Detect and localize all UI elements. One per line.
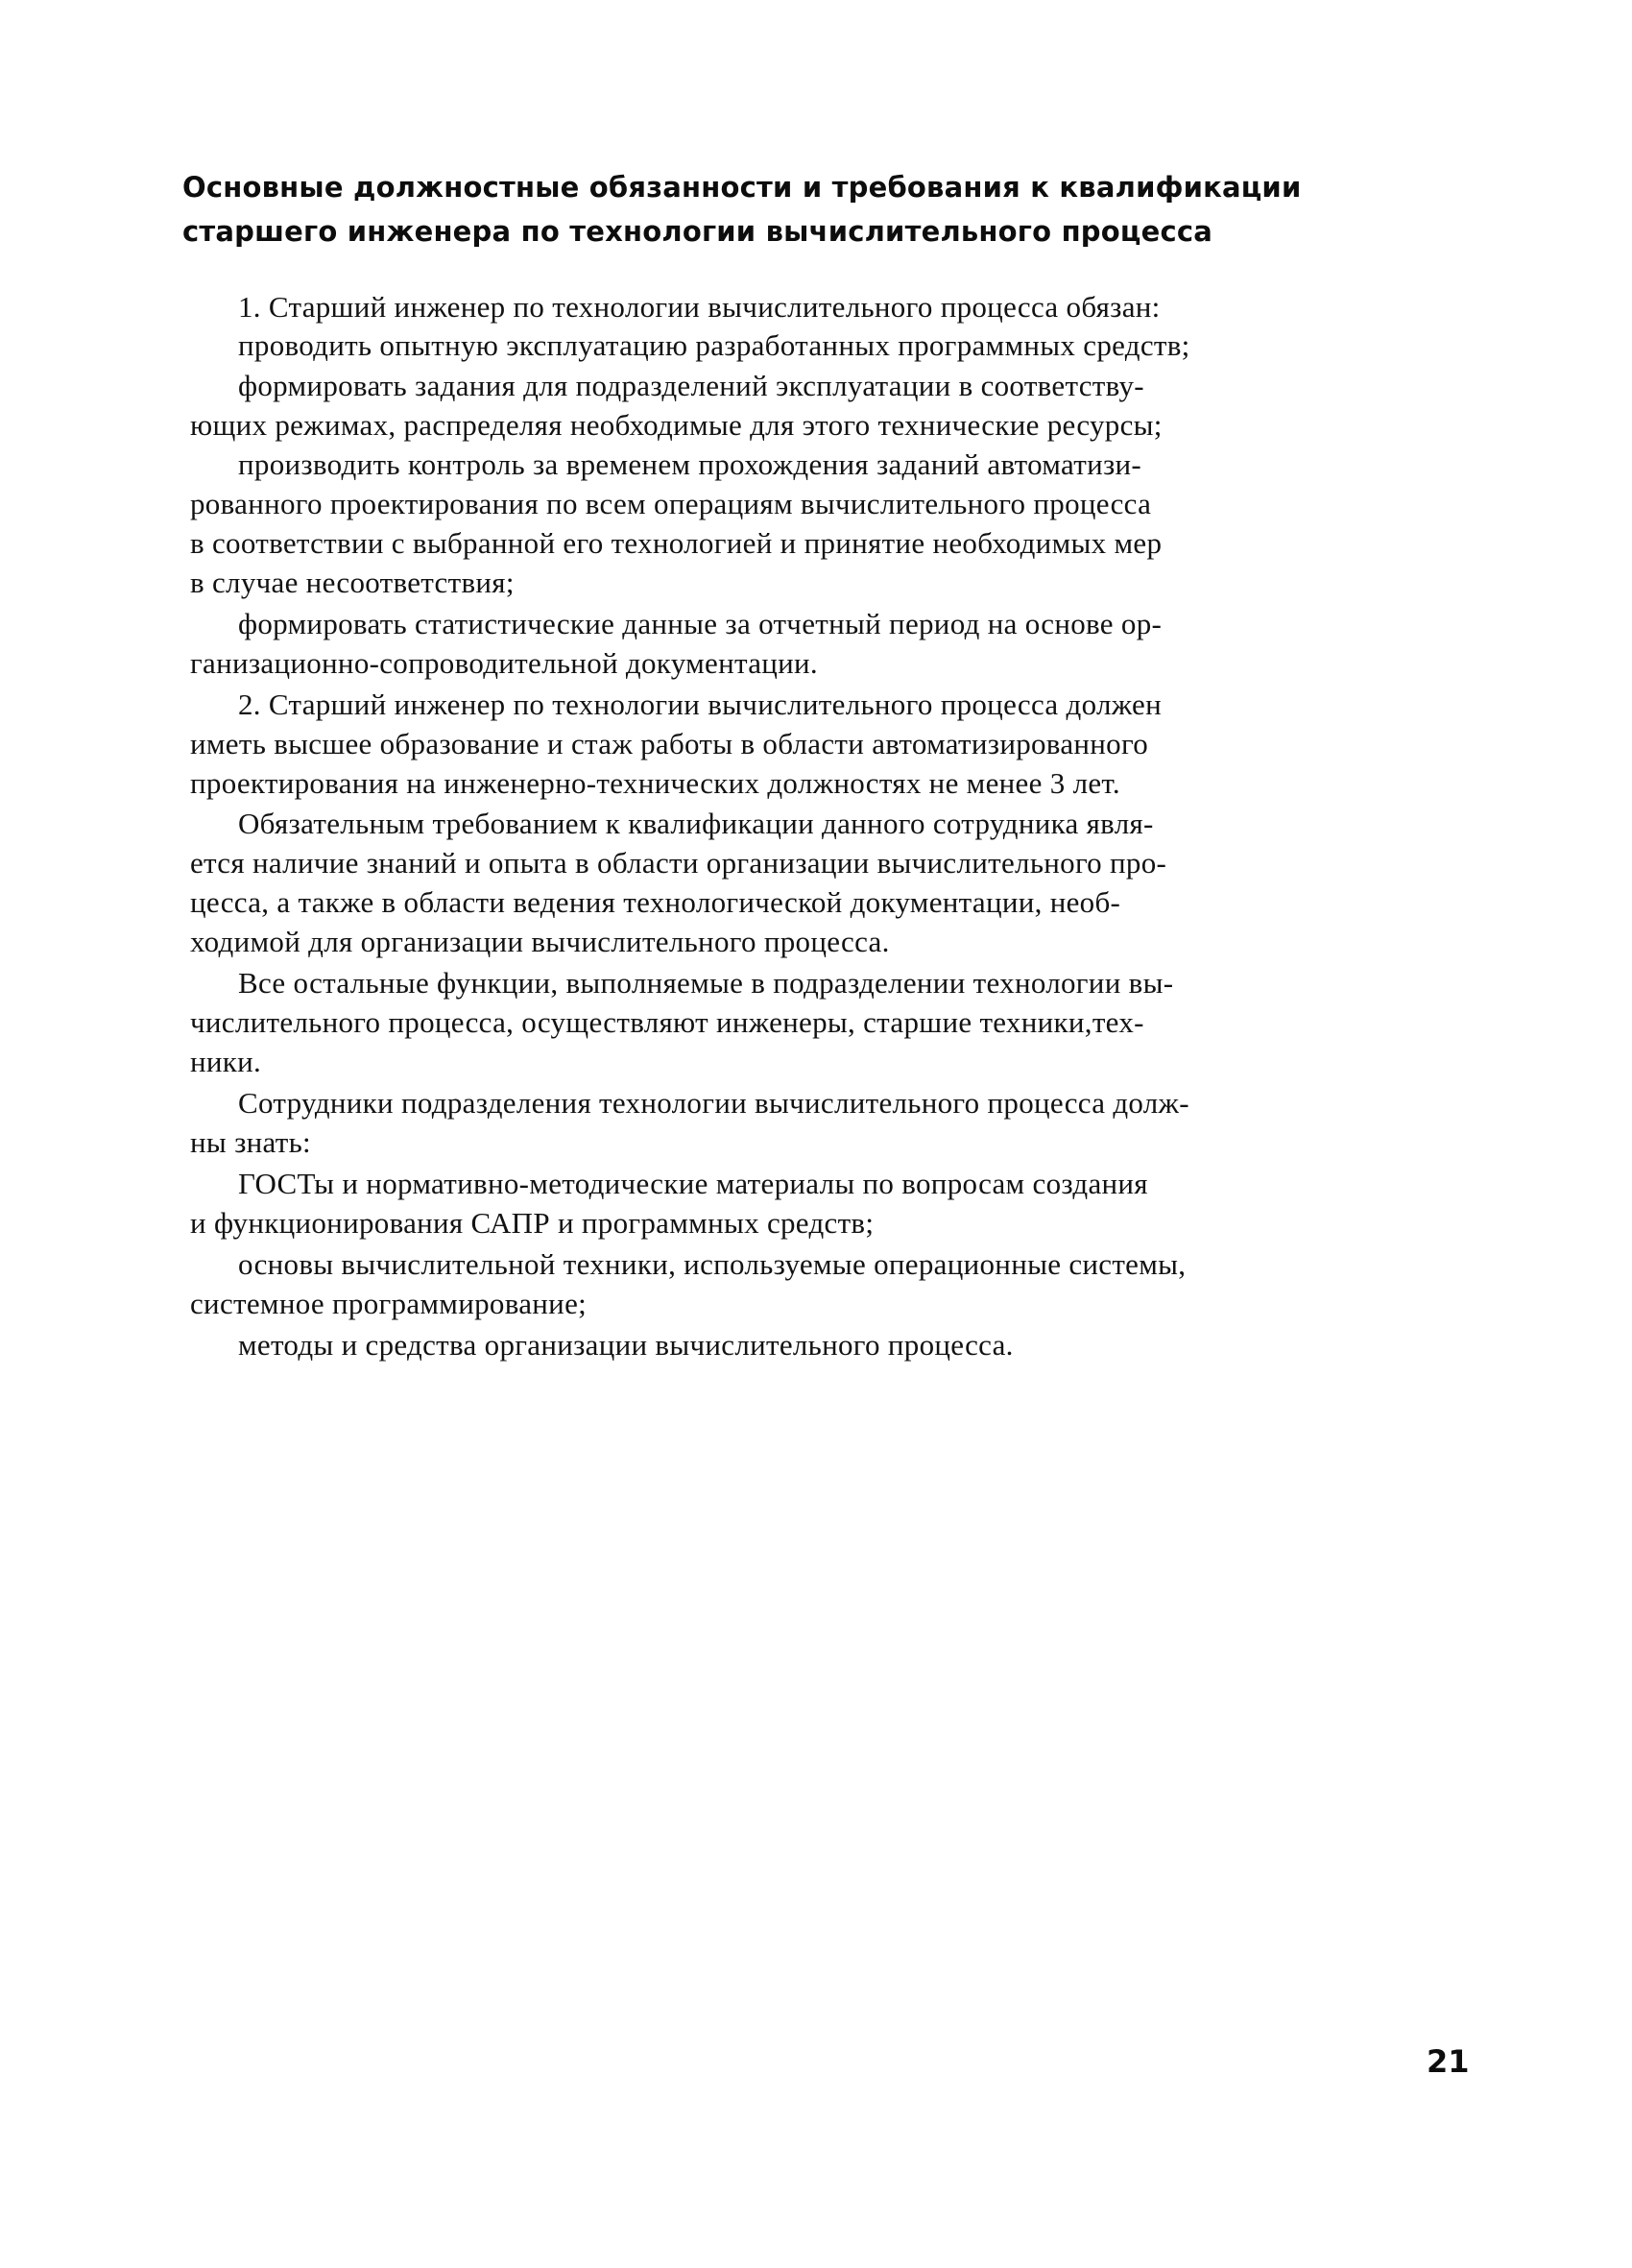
body-line: ники. (190, 1045, 262, 1078)
body-line: рованного проектирования по всем операциям вычислительного процесса (190, 487, 1152, 520)
body-line: формировать задания для подразделений эксплуатации в соответству- (238, 369, 1144, 402)
page-number: 21 (1427, 2043, 1470, 2080)
body-line: 1. Старший инженер по технологии вычислительного процесса обязан: (238, 290, 1161, 324)
title-line-1: Основные должностные обязанности и требования к квалификации (182, 171, 1302, 204)
body-line: и функционирования САПР и программных средств; (190, 1206, 875, 1240)
body-line: Сотрудники подразделения технологии вычислительного процесса долж- (238, 1086, 1189, 1120)
title-line-2: старшего инженера по технологии вычислительного процесса (182, 215, 1212, 248)
body-line: ГОСТы и нормативно-методические материалы по вопросам создания (238, 1167, 1148, 1200)
body-line: ганизационно-сопроводительной документации. (190, 646, 818, 680)
body-line: в соответствии с выбранной его технологией и принятие необходимых мер (190, 526, 1163, 560)
body-line: ходимой для организации вычислительного процесса. (190, 925, 890, 958)
body-line: 2. Старший инженер по технологии вычислительного процесса должен (238, 688, 1163, 721)
body-line: системное программирование; (190, 1287, 588, 1320)
body-line: в случае несоответствия; (190, 566, 515, 599)
body-line: Все остальные функции, выполняемые в подразделении технологии вы- (238, 966, 1174, 1000)
body-line: проводить опытную эксплуатацию разработанных программных средств; (238, 328, 1190, 362)
body-line: иметь высшее образование и стаж работы в области автоматизированного (190, 727, 1149, 760)
body-line: ется наличие знаний и опыта в области организации вычислительного про- (190, 846, 1167, 880)
body-line: числительного процесса, осуществляют инженеры, старшие техники,тех- (190, 1005, 1144, 1039)
body-line: формировать статистические данные за отчетный период на основе ор- (238, 607, 1163, 640)
body-line: ющих режимах, распределяя необходимые для этого технические ресурсы; (190, 408, 1163, 442)
body-line: методы и средства организации вычислительного процесса. (238, 1328, 1014, 1362)
body-line: ны знать: (190, 1125, 311, 1159)
body-line: проектирования на инженерно-технических должностях не менее 3 лет. (190, 766, 1120, 800)
body-line: цесса, а также в области ведения технологической документации, необ- (190, 885, 1121, 919)
body-line: производить контроль за временем прохождения заданий автоматизи- (238, 447, 1142, 481)
body-line: Обязательным требованием к квалификации данного сотрудника явля- (238, 807, 1154, 840)
body-line: основы вычислительной техники, используемые операционные системы, (238, 1247, 1187, 1281)
